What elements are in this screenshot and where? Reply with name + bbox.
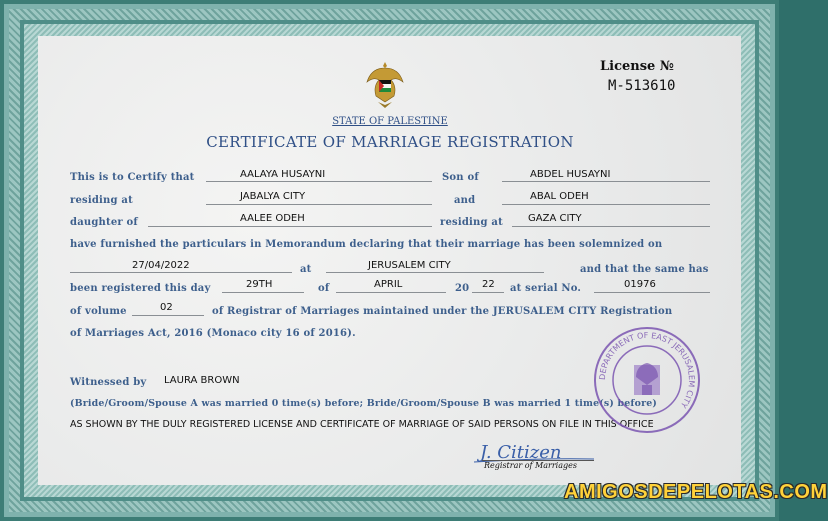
- declaring-text: have furnished the particulars in Memorandum declaring that their marriage has been solemnized on: [70, 239, 663, 250]
- registrar-line-text: of Registrar of Marriages maintained under the JERUSALEM CITY Registration: [212, 306, 673, 317]
- reg-month: APRIL: [374, 279, 403, 290]
- daughter-of-label: daughter of: [70, 217, 138, 228]
- twenty-label: 20: [455, 283, 470, 294]
- bride-line: [502, 204, 710, 205]
- bride-name: ABAL ODEH: [530, 191, 589, 202]
- license-label: License №: [600, 59, 674, 74]
- and-label: and: [454, 195, 476, 206]
- of-label: of: [318, 283, 330, 294]
- council-seal-icon: [592, 325, 702, 435]
- certify-label: This is to Certify that: [70, 172, 195, 183]
- at-label: at: [300, 264, 312, 275]
- eagle-emblem-icon: [366, 58, 404, 112]
- watermark-text: AMIGOSDEPELOTAS.COM: [564, 481, 828, 503]
- reg-month-line: [336, 292, 446, 293]
- groom-father-name: ABDEL HUSAYNI: [530, 169, 611, 180]
- signature-text: J. Citizen: [480, 442, 562, 463]
- groom-name: AALAYA HUSAYNI: [240, 169, 326, 180]
- groom-residence-line: [206, 204, 432, 205]
- registered-day-label: been registered this day: [70, 283, 211, 294]
- witnessed-label: Witnessed by: [70, 377, 147, 388]
- state-heading: STATE OF PALESTINE: [332, 116, 448, 127]
- reg-year-line: [472, 292, 504, 293]
- bride-residence: GAZA CITY: [528, 213, 582, 224]
- reg-day: 29TH: [246, 279, 273, 290]
- bride-father-line: [148, 226, 432, 227]
- groom-line: [206, 181, 432, 182]
- groom-residence: JABALYA CITY: [240, 191, 306, 202]
- groom-father-line: [502, 181, 710, 182]
- marriage-date-line: [70, 272, 292, 273]
- registrar-label: Registrar of Marriages: [484, 461, 577, 470]
- bride-residence-line: [512, 226, 710, 227]
- serial-label: at serial No.: [510, 283, 582, 294]
- license-number: M-513610: [608, 78, 676, 94]
- of-volume-label: of volume: [70, 306, 127, 317]
- times-married-text: (Bride/Groom/Spouse A was married 0 time(s) before; Bride/Groom/Spouse B was married 1 time(s) before): [70, 398, 658, 409]
- witness-name: LAURA BROWN: [164, 375, 240, 386]
- residing-at-label: residing at: [70, 195, 133, 206]
- act-line-text: of Marriages Act, 2016 (Monaco city 16 of 2016).: [70, 328, 356, 339]
- bride-father-name: AALEE ODEH: [240, 213, 305, 224]
- serial-number: 01976: [624, 279, 656, 290]
- residing-at-label-2: residing at: [440, 217, 503, 228]
- certificate-title: CERTIFICATE OF MARRIAGE REGISTRATION: [206, 133, 574, 151]
- reg-day-line: [222, 292, 304, 293]
- shown-by-text: AS SHOWN BY THE DULY REGISTERED LICENSE AND CERTIFICATE OF MARRIAGE OF SAID PERSONS ON FILE IN THIS OFFICE: [70, 419, 654, 430]
- seal-ring-text: DEPARTMENT OF EAST JERUSALEM CITY: [597, 330, 697, 410]
- son-of-label: Son of: [442, 172, 479, 183]
- marriage-date: 27/04/2022: [132, 260, 190, 271]
- marriage-place-line: [326, 272, 544, 273]
- marriage-place: JERUSALEM CITY: [368, 260, 451, 271]
- volume-line: [132, 315, 204, 316]
- serial-line: [594, 292, 710, 293]
- reg-year: 22: [482, 279, 495, 290]
- volume-number: 02: [160, 302, 173, 313]
- same-has-label: and that the same has: [580, 264, 709, 275]
